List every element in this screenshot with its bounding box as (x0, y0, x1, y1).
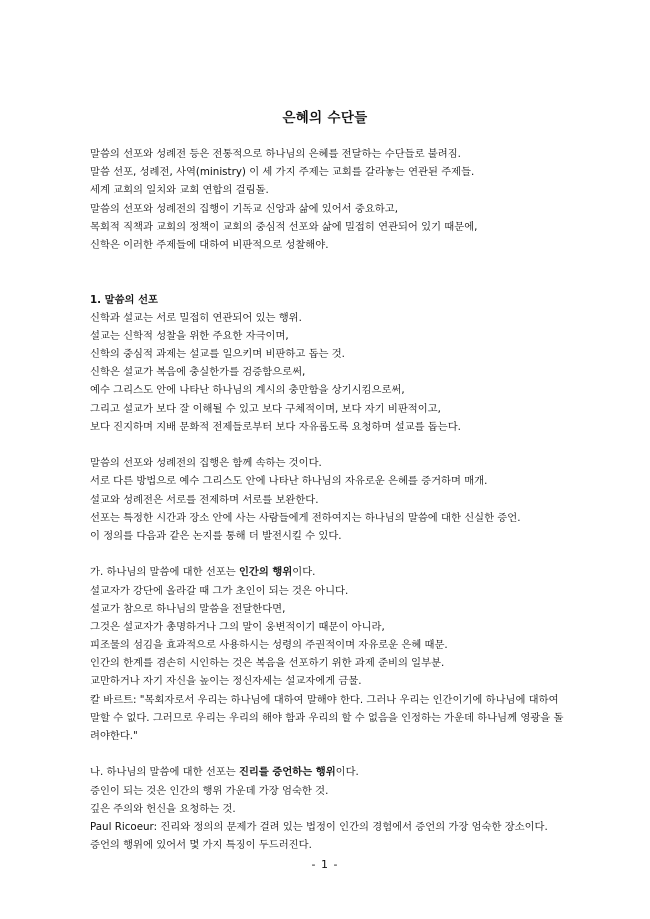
barth-quote: 칼 바르트: "목회자로서 우리는 하나님에 대하여 말해야 한다. 그러나 우리는 인간이기에 하나님에 대하여 말할 수 없다. 그러므로 우리는 우리의 해야 함과 우리의 할 수 없음을 인정하는 가운데 하나님께 영광을 돌려야한다." (90, 693, 564, 743)
body-line: 깊은 주의와 헌신을 요청하는 것. (90, 802, 236, 815)
intro-line: 목회적 직책과 교회의 정책이 교회의 중심적 선포와 삶에 밀접히 연관되어 있기 때문에, (90, 220, 478, 233)
body-line: 증언의 행위에 있어서 몇 가지 특징이 두드러진다. (90, 839, 312, 852)
subsection-heading-suffix: 이다. (292, 566, 316, 579)
intro-line: 세계 교회의 일치와 교회 연합의 걸림돌. (90, 184, 269, 197)
intro-line: 말씀의 선포와 성례전의 집행이 기독교 신앙과 삶에 있어서 중요하고, (90, 202, 398, 215)
body-line: 교만하거나 자기 자신을 높이는 정신자세는 설교자에게 금물. (90, 675, 362, 688)
subsection-heading-prefix: 나. 하나님의 말씀에 대한 선포는 (90, 766, 239, 779)
body-line: 피조물의 섬김을 효과적으로 사용하시는 성령의 주권적이며 자유로운 은혜 때문. (90, 639, 448, 652)
subsection-heading-emphasis: 인간의 행위 (238, 566, 293, 579)
body-line: 선포는 특정한 시간과 장소 안에 사는 사람들에게 전하여지는 하나님의 말씀에 대한 신실한 증언. (90, 511, 521, 524)
body-line: 말씀의 선포와 성례전의 집행은 함께 속하는 것이다. (90, 457, 322, 470)
body-line: 신학의 중심적 과제는 설교를 일으키며 비판하고 돕는 것. (90, 348, 345, 361)
ricoeur-quote: Paul Ricoeur: 진리와 정의의 문제가 걸려 있는 법정이 인간의 경험에서 증언의 가장 엄숙한 장소이다. (90, 820, 548, 833)
intro-line: 말씀의 선포와 성례전 등은 전통적으로 하나님의 은혜를 전달하는 수단들로 불려짐. (90, 148, 461, 160)
document-body (90, 145, 570, 854)
intro-line: 말씀 선포, 성례전, 사역(ministry) 이 세 가지 주제는 교회를 갈라놓는 연관된 주제들. (90, 166, 475, 179)
body-line: 증인이 되는 것은 인간의 행위 가운데 가장 엄숙한 것. (90, 784, 329, 797)
document-title: 은혜의 수단들 (282, 110, 368, 126)
subsection-heading-emphasis: 진리를 증언하는 행위 (238, 766, 336, 779)
subsection-na (90, 763, 570, 854)
body-line: 그것은 설교자가 총명하거나 그의 말이 웅변적이기 때문이 아니라, (90, 620, 385, 633)
body-line: 보다 진지하며 지배 문화적 전제들로부터 보다 자유롭도록 요청하며 설교를 돕는다. (90, 420, 461, 433)
body-line: 예수 그리스도 안에 나타난 하나님의 계시의 충만함을 상기시킴으로써, (90, 384, 405, 397)
section1-paragraph-1 (90, 309, 570, 436)
page-number: - 1 - (311, 858, 339, 871)
body-line: 인간의 한계를 겸손히 시인하는 것은 복음을 선포하기 위한 과제 준비의 일부분. (90, 657, 445, 670)
section-heading: 1. 말씀의 선포 (90, 293, 158, 306)
subsection-ga (90, 563, 570, 745)
subsection-heading-suffix: 이다. (335, 766, 359, 779)
subsection-heading (90, 563, 570, 581)
subsection-heading-prefix: 가. 하나님의 말씀에 대한 선포는 (90, 566, 239, 579)
body-line: 설교와 성례전은 서로를 전제하며 서로를 보완한다. (90, 493, 319, 506)
body-line: 설교가 참으로 하나님의 말씀을 전달한다면, (90, 602, 286, 615)
section1-paragraph-2 (90, 454, 570, 545)
body-line: 그리고 설교가 보다 잘 이해될 수 있고 보다 구체적이며, 보다 자기 비판적이고, (90, 402, 441, 415)
subsection-heading (90, 763, 570, 781)
intro-line: 신학은 이러한 주제들에 대하여 비판적으로 성찰해야. (90, 238, 329, 251)
body-line: 서로 다른 방법으로 예수 그리스도 안에 나타난 하나님의 자유로운 은혜를 증거하며 매개. (90, 475, 488, 488)
body-line: 설교자가 강단에 올라갈 때 그가 초인이 되는 것은 아니다. (90, 584, 349, 597)
body-line: 설교는 신학적 성찰을 위한 주요한 자극이며, (90, 329, 289, 342)
intro-paragraph (90, 145, 570, 254)
body-line: 이 정의를 다음과 같은 논지를 통해 더 발전시킬 수 있다. (90, 529, 342, 542)
body-line: 신학은 설교가 복음에 충실한가를 검증함으로써, (90, 366, 306, 379)
body-line: 신학과 설교는 서로 밀접히 연관되어 있는 행위. (90, 311, 302, 324)
